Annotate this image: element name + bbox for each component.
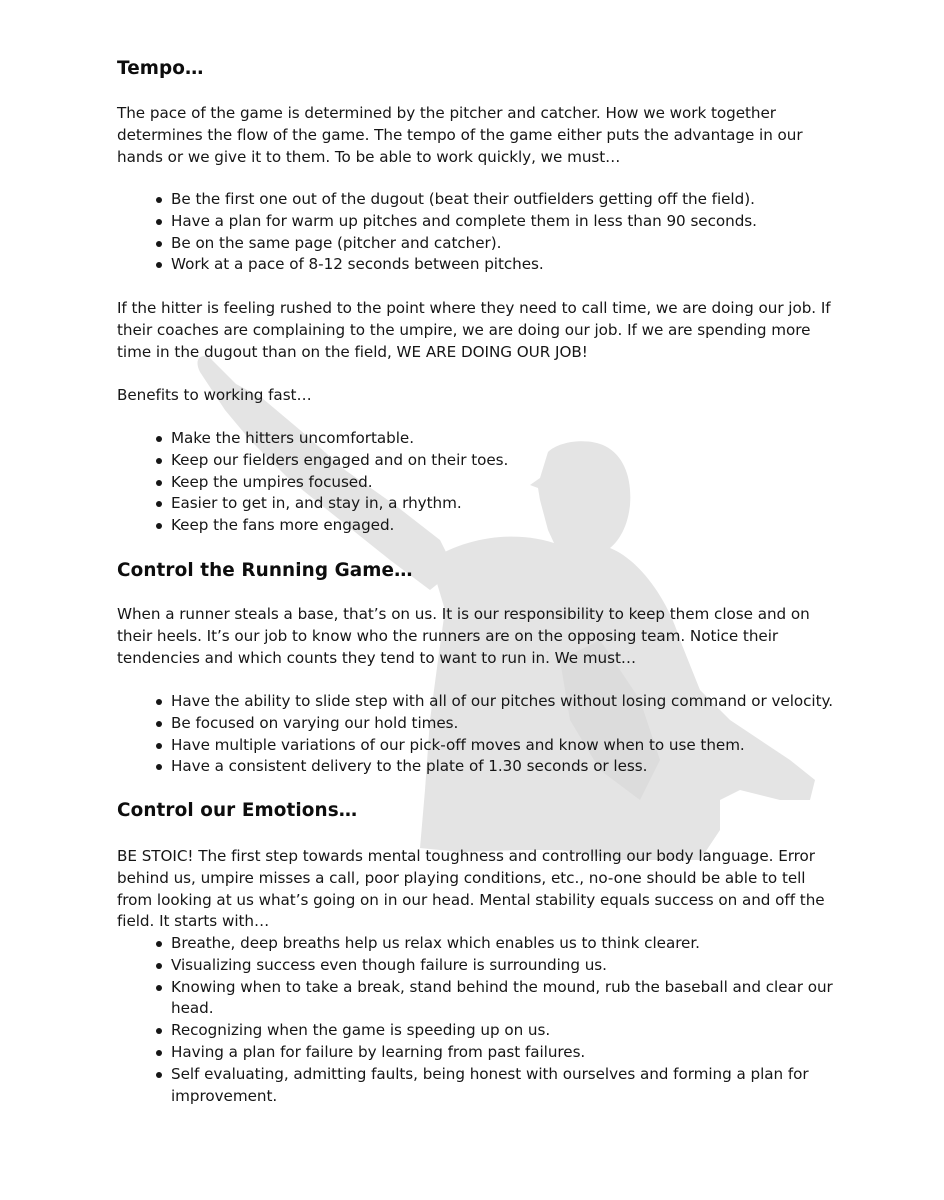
section-tempo-benefits <box>117 385 837 407</box>
list-item: Breathe, deep breaths help us relax which enables us to think clearer. <box>117 933 837 955</box>
list-item: Have multiple variations of our pick-off moves and know when to use them. <box>117 735 837 757</box>
list-item: Recognizing when the game is speeding up on us. <box>117 1020 837 1042</box>
section-emotions <box>117 800 837 822</box>
section-tempo-intro <box>117 103 837 168</box>
list-item: Have a consistent delivery to the plate of 1.30 seconds or less. <box>117 756 837 778</box>
section-emotions-list <box>117 933 837 1107</box>
bullet-list <box>117 691 837 778</box>
paragraph: The pace of the game is determined by the pitcher and catcher. How we work together determines the flow of the game. The tempo of the game either puts the advantage in our hands or we give it to them. To be able to work quickly, we must… <box>117 104 803 166</box>
section-running-game-intro <box>117 604 837 669</box>
bullet-list <box>117 189 837 276</box>
paragraph: When a runner steals a base, that’s on us. It is our responsibility to keep them close and on their heels. It’s our job to know who the runners are on the opposing team. Notice their tendencies and which counts they tend to want to run in. We must… <box>117 605 810 667</box>
list-item: Work at a pace of 8-12 seconds between pitches. <box>117 254 837 276</box>
list-item: Make the hitters uncomfortable. <box>117 428 837 450</box>
section-tempo-list <box>117 189 837 276</box>
section-heading: Control our Emotions… <box>117 800 358 821</box>
list-item: Visualizing success even though failure is surrounding us. <box>117 955 837 977</box>
paragraph: If the hitter is feeling rushed to the point where they need to call time, we are doing our job. If their coaches are complaining to the umpire, we are doing our job. If we are spending more time in the dugout than on the field, WE ARE DOING OUR JOB! <box>117 299 831 361</box>
bullet-list <box>117 428 837 537</box>
section-running-game-list <box>117 691 837 778</box>
section-heading: Control the Running Game… <box>117 560 413 581</box>
subheading: Benefits to working fast… <box>117 386 312 404</box>
paragraph: BE STOIC! The first step towards mental toughness and controlling our body language. Error behind us, umpire misses a call, poor playing conditions, etc., no-one should be able to tell from looking at us what’s going on in our head. Mental stability equals success on and off the field. It starts with… <box>117 847 825 931</box>
list-item: Keep our fielders engaged and on their toes. <box>117 450 837 472</box>
list-item: Having a plan for failure by learning from past failures. <box>117 1042 837 1064</box>
section-tempo-benefits-list <box>117 428 837 537</box>
list-item: Keep the umpires focused. <box>117 472 837 494</box>
list-item: Self evaluating, admitting faults, being honest with ourselves and forming a plan for improvement. <box>117 1064 837 1108</box>
list-item: Keep the fans more engaged. <box>117 515 837 537</box>
list-item: Be on the same page (pitcher and catcher). <box>117 233 837 255</box>
list-item: Be focused on varying our hold times. <box>117 713 837 735</box>
list-item: Easier to get in, and stay in, a rhythm. <box>117 493 837 515</box>
section-tempo <box>117 58 837 80</box>
section-tempo-paragraph2 <box>117 298 837 363</box>
list-item: Have a plan for warm up pitches and complete them in less than 90 seconds. <box>117 211 837 233</box>
list-item: Knowing when to take a break, stand behind the mound, rub the baseball and clear our head. <box>117 977 837 1021</box>
bullet-list <box>117 933 837 1107</box>
section-emotions-intro <box>117 846 837 933</box>
section-heading: Tempo… <box>117 58 204 79</box>
list-item: Have the ability to slide step with all of our pitches without losing command or velocity. <box>117 691 837 713</box>
list-item: Be the first one out of the dugout (beat their outfielders getting off the field). <box>117 189 837 211</box>
section-running-game <box>117 560 837 582</box>
